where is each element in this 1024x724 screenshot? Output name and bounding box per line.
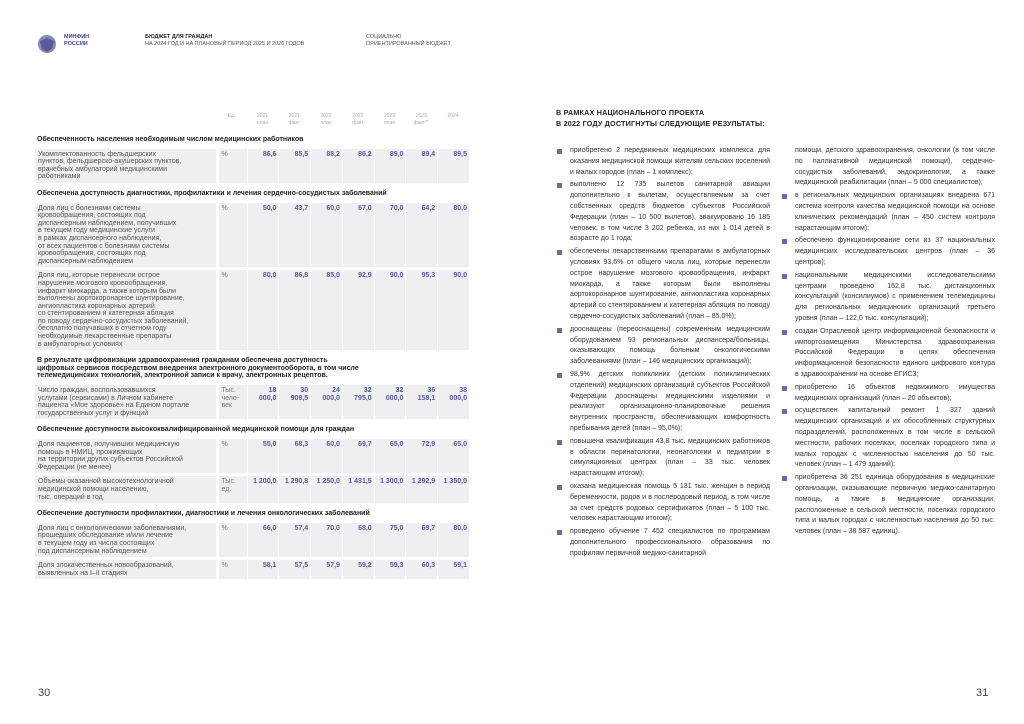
value-cell: 90,0 <box>437 270 469 350</box>
result-text: повышена квалификация 43,8 тыс. медицинских работников в области перинатологии, неонатологии и педиатрии в симуляционных центрах (план – 33 тыс. человек нарастающим итогом); <box>570 437 770 478</box>
value-cell: 70,0 <box>310 523 342 557</box>
doc-subtitle: НА 2024 ГОД И НА ПЛАНОВЫЙ ПЕРИОД 2025 И 2026 ГОДОВ <box>145 41 305 47</box>
value-cell: 32 795,0 <box>342 385 374 419</box>
result-item <box>781 191 995 234</box>
results-column-1 <box>556 146 770 561</box>
value-cell: 89,0 <box>374 149 406 183</box>
value-cell: 67,0 <box>342 203 374 268</box>
result-text: выполнено 12 735 вылетов санитарной авиации дополнительно к вылетам, осуществляемым за счет собственных средств бюджетов субъектов Российской Федерации (план – 10 500 вылетов), эвакуировано 16 185 человек, в том числе 3 202 ребенка, из них 1 014 детей в возрасте до 1 года; <box>570 181 770 243</box>
doc-title <box>145 34 304 48</box>
value-cell: 86,2 <box>342 149 374 183</box>
value-cell: 36 158,1 <box>405 385 437 419</box>
value-cell: 32 000,0 <box>374 385 406 419</box>
result-item <box>556 180 770 245</box>
value-cell: 86,6 <box>247 149 279 183</box>
value-cell: 1 292,9 <box>405 476 437 503</box>
value-cell: 72,9 <box>405 439 437 473</box>
value-cell: 58,1 <box>247 560 279 579</box>
column-header: 2024 <box>447 113 459 119</box>
section-title: Обеспечение доступности профилактики, диагностики и лечения онкологических заболеваний <box>37 510 370 518</box>
table-row <box>35 439 469 473</box>
value-cell: 1 200,0 <box>247 476 279 503</box>
section-title: В результате цифровизации здравоохранения гражданам обеспечена доступность цифровых сервисов посредством внедрения электронного документооборота, в том числе телемедицинских технологий, электронной записи к врачу, электронных рецептов. <box>37 357 359 380</box>
unit: % <box>216 203 246 268</box>
section-title: Обеспечение доступности высококвалифицированной медицинской помощи для граждан <box>37 426 355 434</box>
value-cell: 24 000,0 <box>310 385 342 419</box>
indicator-label: Доля злокачественных новообразований, выявленных на I–II стадиях <box>35 560 216 579</box>
value-cell: 1 290,8 <box>278 476 310 503</box>
value-cell: 92,9 <box>342 270 374 350</box>
square-bullet-icon <box>557 250 562 255</box>
square-bullet-icon <box>557 183 562 188</box>
column-header: 2022 факт <box>352 113 364 126</box>
doc-title-main: БЮДЖЕТ ДЛЯ ГРАЖДАН <box>145 34 213 40</box>
indicator-label: Доля лиц с болезнями системы кровообращения, состоящих под диспансерным наблюдением, получивших в текущем году медицинские услуги в рамках диспансерного наблюдения, от всех пациентов с болезнями системы кровообращения, состоящих под диспансерным наблюдением <box>35 203 216 268</box>
result-text: приобретено 16 объектов недвижимого имущества медицинских организаций (план – 20 объектов); <box>795 383 995 402</box>
table-row <box>35 270 469 350</box>
value-cell: 1 250,0 <box>310 476 342 503</box>
table-row <box>35 203 469 268</box>
result-item <box>781 236 995 268</box>
table-row <box>35 476 469 503</box>
square-bullet-icon <box>557 373 562 378</box>
square-bullet-icon <box>557 485 562 490</box>
result-item <box>556 370 770 435</box>
table-row <box>35 560 469 579</box>
square-bullet-icon <box>782 239 787 244</box>
square-bullet-icon <box>782 386 787 391</box>
value-cell: 30 909,5 <box>278 385 310 419</box>
result-item <box>556 325 770 368</box>
result-text: оказана медицинская помощь 5 131 тыс. женщин в период беременности, родов и в послеродовый период, в том числе за счет средств родовых сертификатов (план – 5 100 тыс. человек нарастающим итогом); <box>570 482 770 523</box>
section-title: Обеспечена доступность диагностики, профилактики и лечения сердечно-сосудистых заболеваний <box>37 189 387 197</box>
result-item <box>556 437 770 480</box>
column-header: 2023 план <box>383 113 396 126</box>
unit: Тыс. чело- век <box>216 385 246 419</box>
unit: Тыс. ед. <box>216 476 246 503</box>
value-cell: 50,0 <box>247 203 279 268</box>
result-text: обеспечены лекарственными препаратами в амбулаторных условиях 93,6% от общего числа лиц, которые перенесли острое нарушение мозгового кровообращения, инфаркт миокарда, а также которым были выполнены аортокоронарное шунтирование, ангиопластика коронарных артерий со стентированием и катетерная абляция по поводу сердечно-сосудистых заболеваний (план – 85,0%); <box>570 248 770 320</box>
value-cell: 85,5 <box>278 149 310 183</box>
section-title-row <box>35 422 469 436</box>
result-text: приобретена 36 251 единица оборудования в медицинские организации, оказывающие первичную медико-санитарную помощь, а также в медицинские организации, расположенные в сельской местности, поселках городского типа и малых городах с численностью населения до 50 тыс. человек (план – 38 587 единиц). <box>795 474 995 536</box>
column-header: 2022 план <box>320 113 332 126</box>
result-text: в региональных медицинских организациях внедрена 671 система контроля качества медицинской помощи на основе клинических рекомендаций (план – 450 систем контроля нарастающим итогом); <box>795 192 995 232</box>
result-text: дооснащены (переоснащены) современным медицинским оборудованием 93 региональных диспансера/больницы, оказывающих помощь больным онкологическими заболеваниями (план – 146 медицинских организаций); <box>570 325 770 366</box>
unit: % <box>216 270 246 350</box>
value-cell: 89,4 <box>405 149 437 183</box>
value-cell: 88,2 <box>310 149 342 183</box>
result-item <box>781 327 995 381</box>
column-header: 2023 факт** <box>413 113 429 126</box>
value-cell: 57,9 <box>310 560 342 579</box>
results-title: В РАМКАХ НАЦИОНАЛЬНОГО ПРОЕКТА В 2022 ГОДУ ДОСТИГНУТЫ СЛЕДУЮЩИЕ РЕЗУЛЬТАТЫ: <box>556 108 765 128</box>
section-title-row <box>35 132 469 146</box>
value-cell: 89,5 <box>437 149 469 183</box>
value-cell: 59,1 <box>437 560 469 579</box>
value-cell: 85,0 <box>310 270 342 350</box>
value-cell: 70,0 <box>374 203 406 268</box>
value-cell: 95,3 <box>405 270 437 350</box>
result-text: проведено обучение 7 452 специалистов по программам дополнительного профессионального образования по профилям первичной медико-санитарной <box>570 528 770 557</box>
unit: % <box>216 439 246 473</box>
square-bullet-icon <box>782 194 787 199</box>
section-title: Обеспеченность населения необходимым числом медицинских работников <box>37 136 304 143</box>
indicator-label: Доля лиц с онкологическими заболеваниями, прошедших обследование и/или лечение в текущем году из числа состоящих под диспансерным наблюдением <box>35 523 216 557</box>
section-tag: СОЦИАЛЬНО ОРИЕНТИРОВАННЫЙ БЮДЖЕТ <box>366 34 451 47</box>
result-text: создан Отраслевой центр информационной безопасности и импортозамещения Министерства здравоохранения Российской Федерации в целях обеспечения информационной безопасности единого цифрового контура в здравоохранении на основе ЕГИСЗ; <box>795 327 995 378</box>
result-text: национальными медицинскими исследовательскими центрами проведено 162,8 тыс. дистанционных консультаций (консилиумов) с применением телемедицины для региональных медицинских организаций третьего уровня (план – 122,0 тыс. консультаций); <box>795 271 995 322</box>
page-number-left: 30 <box>38 687 51 699</box>
value-cell: 80,0 <box>437 203 469 268</box>
table-header <box>35 111 469 129</box>
ministry-name: МИНФИН РОССИИ <box>64 34 90 47</box>
column-header: Ед. <box>227 113 236 119</box>
continued-item: помощи, детского здравоохранения, онкологии (в том числе по паллиативной медицинской помощи), сердечно-сосудистых заболеваний, эндокринологии, а также медицинской реабилитации (план – 5 000 специалистов); <box>795 147 995 187</box>
results-column-2 <box>781 146 995 540</box>
value-cell: 1 300,0 <box>374 476 406 503</box>
table-row <box>35 149 469 183</box>
value-cell: 65,0 <box>437 439 469 473</box>
indicator-label: Укомплектованность фельдшерских пунктов, фельдшерско-акушерских пунктов, врачебных амбулаторий медицинскими работниками <box>35 149 216 183</box>
value-cell: 43,7 <box>278 203 310 268</box>
square-bullet-icon <box>782 330 787 335</box>
indicator-label: Объемы оказанной высокотехнологичной медицинской помощи населению, тыс. операций в год <box>35 476 216 503</box>
indicator-label: Число граждан, воспользовавшихся услугами (сервисами) в Личном кабинете пациента «Мое здоровье» на Едином портале государственных услуг и функций <box>35 385 216 419</box>
value-cell: 55,0 <box>247 439 279 473</box>
column-header: 2021 план <box>256 113 269 126</box>
result-item <box>781 473 995 538</box>
value-cell: 1 431,5 <box>342 476 374 503</box>
square-bullet-icon <box>782 274 787 279</box>
section-title-row <box>35 353 469 382</box>
coat-of-arms-logo <box>36 33 58 55</box>
value-cell: 65,0 <box>374 439 406 473</box>
value-cell: 86,8 <box>278 270 310 350</box>
result-item <box>781 271 995 325</box>
result-item <box>556 527 770 559</box>
value-cell: 60,3 <box>405 560 437 579</box>
square-bullet-icon <box>557 149 562 154</box>
result-text: 98,9% детских поликлиник (детских поликлинических отделений) медицинских организаций субъектов Российской Федерации дооснащены медицинскими изделиями и реализуют организационно-планировочные решения внутренних пространств, обеспечивающих комфортность пребывания детей (план – 95,0%); <box>570 370 770 432</box>
unit: % <box>216 523 246 557</box>
result-item <box>781 406 995 471</box>
value-cell: 60,0 <box>310 203 342 268</box>
square-bullet-icon <box>557 328 562 333</box>
result-item <box>556 482 770 525</box>
value-cell: 80,0 <box>247 270 279 350</box>
table-row <box>35 385 469 419</box>
value-cell: 75,0 <box>374 523 406 557</box>
indicator-label: Доля пациентов, получивших медицинскую помощь в НМИЦ, проживающих на территории других субъектов Российской Федерации (не менее) <box>35 439 216 473</box>
value-cell: 18 000,0 <box>247 385 279 419</box>
indicators-table <box>35 108 469 582</box>
value-cell: 68,3 <box>278 439 310 473</box>
section-title-row <box>35 506 469 520</box>
value-cell: 69,7 <box>342 439 374 473</box>
page-number-right: 31 <box>976 687 989 699</box>
value-cell: 69,7 <box>405 523 437 557</box>
indicator-label: Доля лиц, которые перенесли острое нарушение мозгового кровообращения, инфаркт миокарда, а также которым были выполнены аортокоронарное шунтирование, ангиопластика коронарных артерий со стентированием и катетерная абляция по поводу сердечно-сосудистых заболеваний, бесплатно получавших в отчетном году необходимые лекарственные препараты в амбулаторных условиях <box>35 270 216 350</box>
square-bullet-icon <box>557 440 562 445</box>
result-item <box>781 383 995 405</box>
value-cell: 68,0 <box>342 523 374 557</box>
value-cell: 59,3 <box>374 560 406 579</box>
value-cell: 60,0 <box>310 439 342 473</box>
value-cell: 90,0 <box>374 270 406 350</box>
result-text: приобретено 2 передвижных медицинских комплекса для оказания медицинской помощи жителям сельских поселений и малых городов (план – 1 комплекс); <box>570 147 770 176</box>
result-item <box>556 146 770 178</box>
unit: % <box>216 560 246 579</box>
square-bullet-icon <box>782 409 787 414</box>
value-cell: 57,4 <box>278 523 310 557</box>
square-bullet-icon <box>557 530 562 535</box>
result-text: осуществлен капитальный ремонт 1 327 зданий медицинских организаций и их обособленных структурных подразделений, расположенных в том числе в сельской местности, рабочих поселках, поселках городского типа и малых городах с численностью населения до 50 тыс. человек (план – 1 479 зданий); <box>795 407 995 469</box>
value-cell: 59,2 <box>342 560 374 579</box>
value-cell: 57,5 <box>278 560 310 579</box>
value-cell: 80,0 <box>437 523 469 557</box>
value-cell: 1 350,0 <box>437 476 469 503</box>
value-cell: 38 000,0 <box>437 385 469 419</box>
result-text: обеспечено функционирование сети из 37 национальных медицинских исследовательских центров (план – 36 центров); <box>795 237 995 266</box>
table-row <box>35 523 469 557</box>
unit: % <box>216 149 246 183</box>
value-cell: 64,2 <box>405 203 437 268</box>
section-title-row <box>35 186 469 200</box>
result-item <box>556 247 770 323</box>
column-header: 2021 факт <box>288 113 301 126</box>
square-bullet-icon <box>782 476 787 481</box>
value-cell: 66,0 <box>247 523 279 557</box>
